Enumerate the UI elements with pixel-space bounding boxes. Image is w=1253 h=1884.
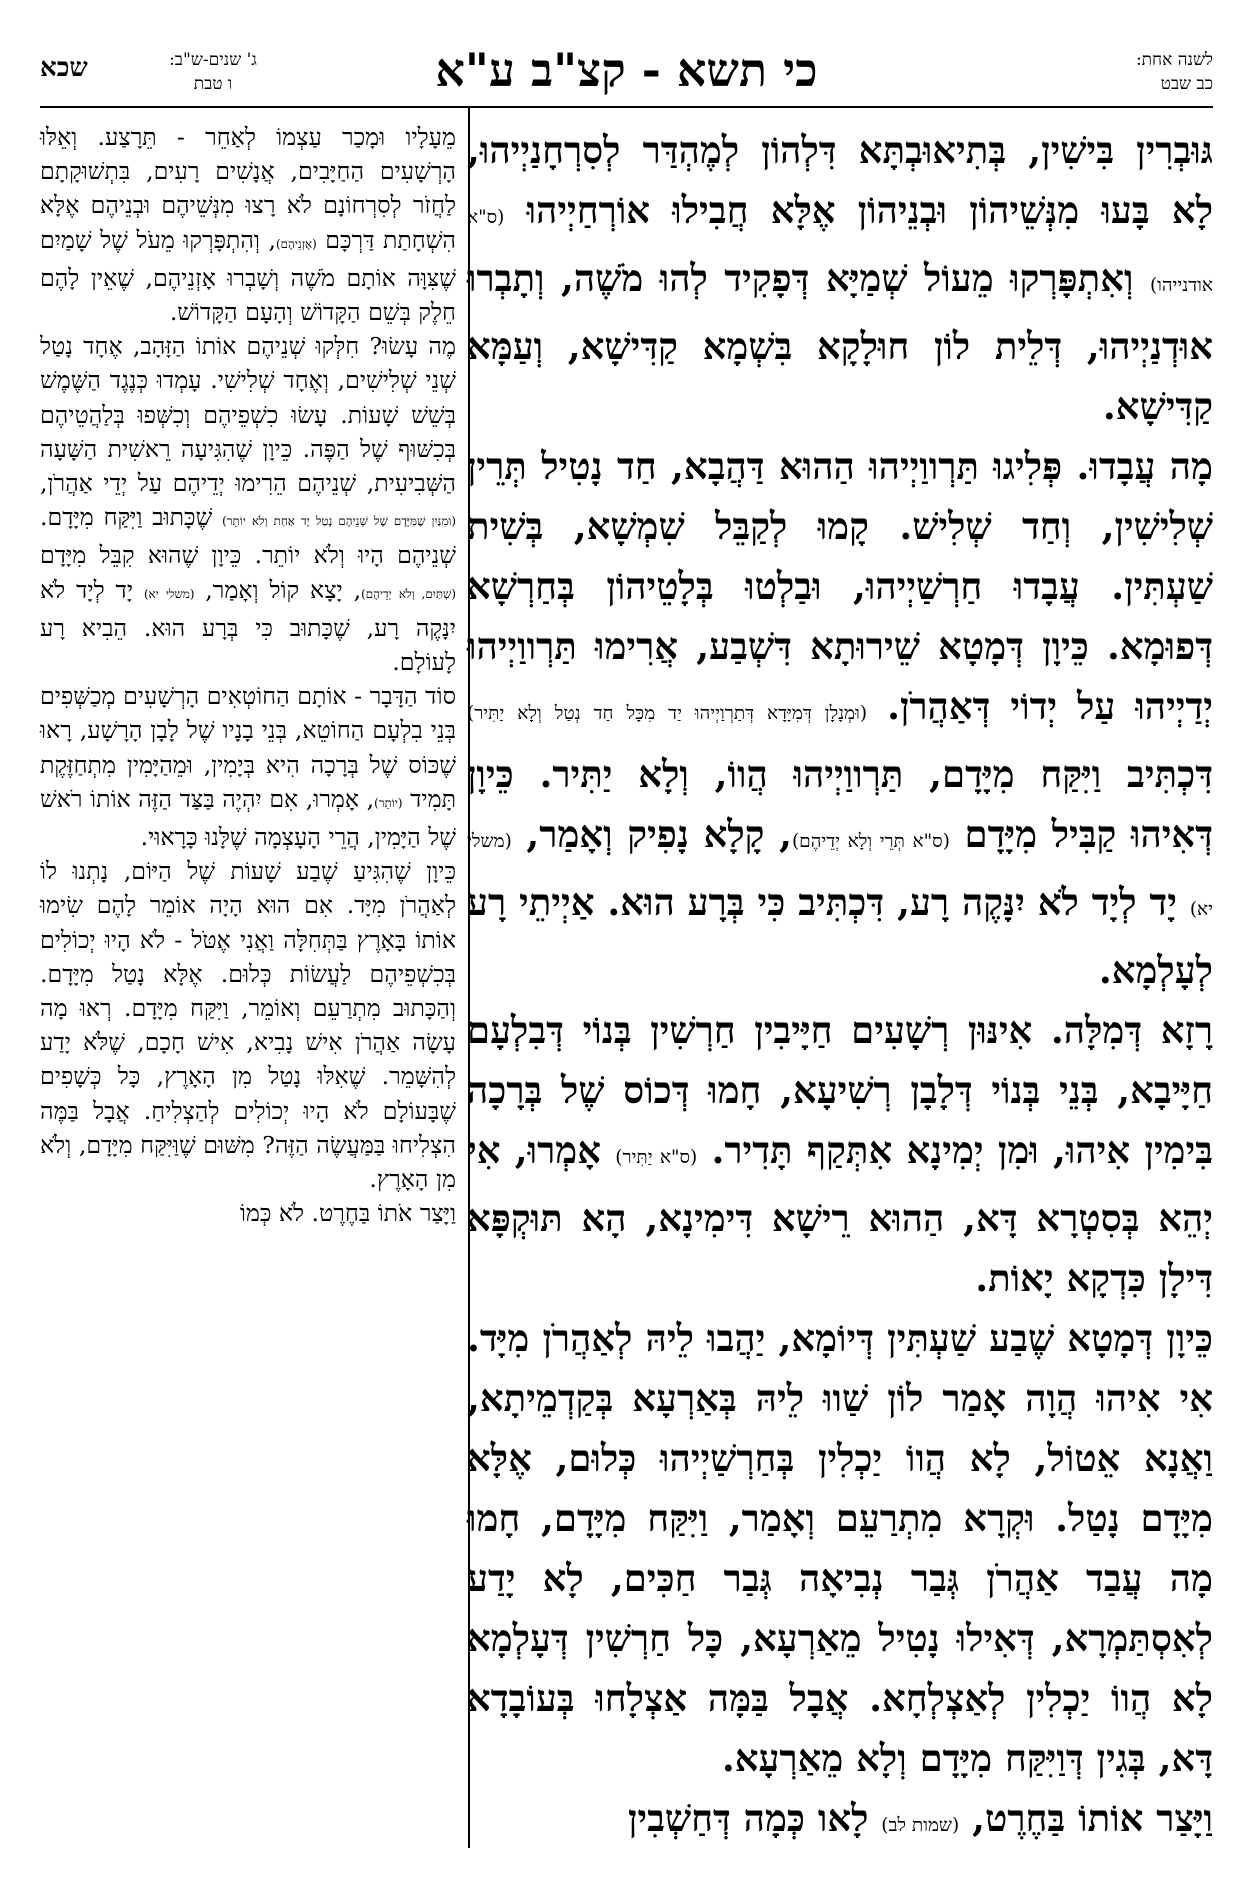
study-schedule-three-year: [138, 48, 288, 96]
header-rule: [40, 106, 1213, 108]
verse-reference: (משלי יא): [467, 831, 1213, 920]
main-paragraph: גּוּבְרִין בִּישִׁין, בְּתִיאוּבְתָּא דִּלְהוֹן לְמֶהְדַּר לְסִרְחָנַיְיהוּ, לָא בָּעוּ מִנְּשֵׁיהוֹן וּבְנֵיהוֹן אֶלָּא חֲבִילוּ אוֹרְחַיְיהוּ (ס"א אודנייהו) וְאִתְפָּרְקוּ מֵעוֹל שְׁמַיָּא דְּפָקִיד לְהוּ מֹשֶׁה, וְתָבְרוּ אוּדְנַיְיהוּ, דְּלֵית לוֹן חוּלָקָא בִּשְׁמָא קַדִּישָׁא, וְעַמָּא קַדִּישָׁא.: [467, 128, 1213, 428]
main-paragraph: כֵּיוָן דְּמָטָא שֶׁבַע שַׁעְתִּין דְּיוֹמָא, יַהֲבוּ לֵיהּ לְאַהֲרֹן מִיָּד. אִי אִיהוּ הֲוָה אָמַר לוֹן שַׁווּ לֵיהּ בְּאַרְעָא בְּקַדְמֵיתָא, וַאֲנָא אֵטוֹל, לָא הֲווֹ יַכְלִין בְּחַרְשַׁיְיהוּ כְּלוּם, אֶלָּא מִיָּדָם נָטַל. וּקְרָא מִתְרַעֵם וְאָמַר, וַיִּקַּח מִיָּדָם, חָמוּ מָה עֲבַד אַהֲרֹן גְּבַר נְבִיאָה גְּבַר חַכִּים, לָא יָדַע לְאִסְתַּמְרָא, דְּאִילוּ נָטִיל מֵאַרְעָא, כָּל חַרְשִׁין דְּעָלְמָא לָא הֲווֹ יַכְלִין לְאַצְלְחָא. אֲבָל בַּמָּה אַצְלָחוּ בְּעוֹבָדָא דָּא, בְּגִין דְּוַיִּקַּח מִיָּדָם וְלָא מֵאַרְעָא.: [467, 1316, 1213, 1780]
hebrew-translation-column: [40, 120, 456, 1231]
side-paragraph: כֵּיוָן שֶׁהִגִּיעַ שֶׁבַע שָׁעוֹת שֶׁל הַיּוֹם, נָתְנוּ לוֹ לְאַהֲרֹן מִיָּד. אִם הוּא הָיָה אוֹמֵר לָהֶם שִׂימוּ אוֹתוֹ בָּאָרֶץ בַּתְּחִלָּה וַאֲנִי אֶטֹּל - לֹא הָיוּ יְכוֹלִים בְּכִשְׁפֵיהֶם לַעֲשׂוֹת כְּלוּם. אֶלָּא נָטַל מִיָּדָם. וְהַכָּתוּב מִתְרַעֵם וְאוֹמֵר, וַיִּקַּח מִיָּדָם. רְאוּ מָה עָשָׂה אַהֲרֹן אִישׁ נָבִיא, אִישׁ חָכָם, שֶׁלֹּא יָדַע לְהִשָּׁמֵר. שֶׁאִלּוּ נָטַל מִן הָאָרֶץ, כָּל כְּשָׁפִים שֶׁבָּעוֹלָם לֹא הָיוּ יְכוֹלִים לְהַצְלִיחַ. אֲבָל בַּמֶּה הִצְלִיחוּ בַּמַּעֲשֶׂה הַזֶּה? מִשּׁוּם שֶׁוַּיִּקַּח מִיָּדָם, וְלֹא מִן הָאָרֶץ.: [40, 857, 456, 1194]
main-paragraph: רָזָא דְּמִלָּה. אִינּוּן רְשָׁעִים חַיָּיבִין חַרְשִׁין בְּנוֹי דְּבִלְעָם חַיָּיבָא, בְּנֵי בְּנוֹי דְּלָבָן רְשִׁיעָא, חָמוּ דְּכוֹס שֶׁל בְּרָכָה בִּימִין אִיהוּ, וּמִן יְמִינָא אִתְּקַף תָּדִיר. (ס"א יַתִּיר) אָמְרוּ, אִי יְהֵא בְּסִטְרָא דָּא, הַהוּא רֵישָׁא דִּימִינָא, הָא תּוּקְפָּא דִּילָן כִּדְקָא יָאוֹת.: [467, 1008, 1214, 1300]
page-title: כי תשא - קצ"ב ע"א: [435, 43, 818, 97]
variant-note: (ס"א אודנייהו): [467, 207, 1213, 296]
main-paragraph: מָה עֲבָדוּ. פְּלִיגוּ תַּרְווַיְיהוּ הַהוּא דַּהֲבָא, חַד נָטִיל תְּרֵין שְׁלִישִׁין, וְחַד שְׁלִישׁ. קָמוּ לְקַבֵּל שִׁמְשָׁא, בְּשִׁית שַׁעְתִּין. עֲבָדוּ חַרְשַׁיְיהוּ, וּבַלְטוּ בְּלָטֵיהוֹן בְּחַרְשָׁא דְּפוּמָא. כֵּיוָן דְּמָטָא שֵׁירוּתָא דִּשְׁבַע, אֲרִימוּ תַּרְווַיְיהוּ יְדַיְיהוּ עַל יְדוֹי דְּאַהֲרֹן. (וּמְנָלָן דְּמִיָּדָא דְּתַרְוַיְיהוּ יַד מִכָּל חַד נְטַל וְלָא יַתִּיר) דִּכְתִּיב וַיִּקַּח מִיָּדָם, תַּרְווַיְיהוּ הֲווֹ, וְלָא יַתִּיר. כֵּיוָן דְּאִיהוּ קַבִּיל מִיָּדָם (ס"א תְּרֵי וְלָא יְדֵיהֶם), קָלָא נָפִיק וְאָמַר, (משלי יא) יָד לְיָד לֹא יִנָּקֶה רָע, דִּכְתִּיב כִּי בְּרָע הוּא. אַיְיתֵי רָע לְעָלְמָא.: [467, 444, 1213, 992]
page-number: שכא: [40, 53, 88, 83]
aramaic-column: [467, 120, 1213, 1856]
page-header: [40, 43, 1213, 110]
variant-note: (יוֹתֵר): [374, 795, 403, 810]
variant-note: (אָזְנֵיהֶם): [276, 236, 317, 251]
verse-reference: (משלי יא): [143, 586, 195, 601]
variant-note: (וּמִנַּיִן שֶׁמִּיָּדָם שֶׁל שְׁנֵיהֶם נָטַל יָד אַחַת וְלֹא יוֹתֵר): [222, 514, 456, 529]
main-paragraph: וַיָּצַר אוֹתוֹ בַּחֶרֶט, (שמות לב) לָאו כְּמָה דְּחַשְׁבִין: [627, 1796, 1213, 1840]
schedule-date-three-year: ו טבת: [193, 74, 233, 94]
side-paragraph: מֶה עָשׂוּ? חִלְּקוּ שְׁנֵיהֶם אוֹתוֹ הַזָּהָב, אֶחָד נָטַל שְׁנֵי שְׁלִישִׁים, וְאֶחָד שְׁלִישִׁי. עָמְדוּ כְּנֶגֶד הַשֶּׁמֶשׁ בְּשֵׁשׁ שָׁעוֹת. עָשׂוּ כִשְׁפֵיהֶם וְכִשְּׁפוּ בְּלַהֲטֵיהֶם בְּכִשּׁוּף שֶׁל הַפֶּה. כֵּיוָן שֶׁהִגִּיעָה רֵאשִׁית הַשָּׁעָה הַשְּׁבִיעִית, שְׁנֵיהֶם הֵרִימוּ יְדֵיהֶם עַל יְדֵי אַהֲרֹן, (וּמִנַּיִן שֶׁמִּיָּדָם שֶׁל שְׁנֵיהֶם נָטַל יָד אַחַת וְלֹא יוֹתֵר) שֶׁכָּתוּב וַיִּקַּח מִיָּדָם. שְׁנֵיהֶם הָיוּ וְלֹא יוֹתֵר. כֵּיוָן שֶׁהוּא קִבֵּל מִיָּדָם (שְׁתַּיִם, וְלֹא יְדֵיהֶם), יָצָא קוֹל וְאָמַר, (משלי יא) יָד לְיָד לֹא יִנָּקֶה רָע, שֶׁכָּתוּב כִּי בְּרָע הוּא. הֵבִיא רָע לָעוֹלָם.: [40, 332, 456, 677]
side-paragraph: סוֹד הַדָּבָר - אוֹתָם הַחוֹטְאִים הָרְשָׁעִים מְכַשְּׁפִים בְּנֵי בִלְעָם הַחוֹטֵא, בְּנֵי בָנָיו שֶׁל לָבָן הָרָשָׁע, רָאוּ שֶׁכּוֹס שֶׁל בְּרָכָה הִיא בְּיָמִין, וּמֵהַיָּמִין מִתְחַזֶּקֶת תָּמִיד (יוֹתֵר), אָמְרוּ, אִם יִהְיֶה בַּצַּד הַזֶּה אוֹתוֹ רֹאשׁ שֶׁל הַיָּמִין, הֲרֵי הָעָצְמָה שֶׁלָּנוּ כָּרָאוּי.: [40, 682, 456, 852]
verse-reference: (שמות לב): [881, 1815, 960, 1836]
variant-note: (ס"א יַתִּיר): [615, 1147, 698, 1168]
variant-note: (וּמְנָלָן דְּמִיָּדָא דְּתַרְוַיְיהוּ יַד מִכָּל חַד נְטַל וְלָא יַתִּיר): [467, 703, 868, 724]
side-paragraph: וַיָּצַר אֹתוֹ בַּחֶרֶט. לֹא כְּמוֹ: [239, 1199, 456, 1228]
variant-note: (שְׁתַּיִם, וְלֹא יְדֵיהֶם): [361, 586, 456, 601]
schedule-label: לשנה אחת:: [1135, 50, 1213, 70]
schedule-date: כב שבט: [1160, 74, 1213, 94]
variant-note: (ס"א תְּרֵי וְלָא יְדֵיהֶם): [791, 831, 950, 852]
side-paragraph: מֵעָלָיו וּמָכַר עַצְמוֹ לְאַחֵר - תֵּרָצַע. וְאֵלּוּ הָרְשָׁעִים הַחַיָּבִים, אֲנָשִׁים רָעִים, בִּתְשׁוּקָתָם לַחֲזֹר לְסִרְחוֹנָם לֹא רָצוּ מִנְּשֵׁיהֶם וּבְנֵיהֶם אֶלָּא הִשְׁחָתַת דַּרְכָּם (אָזְנֵיהֶם), וְהִתְפָּרְקוּ מֵעֹל שֶׁל שָׁמַיִם שֶׁצִּוָּה אוֹתָם מֹשֶׁה וְשָׁבְרוּ אָזְנֵיהֶם, שֶׁאֵין לָהֶם חֵלֶק בְּשֵׁם הַקָּדוֹשׁ וְהָעָם הַקָּדוֹשׁ.: [40, 123, 456, 327]
schedule-label-three-year: ג' שנים-ש"ב:: [169, 50, 257, 70]
